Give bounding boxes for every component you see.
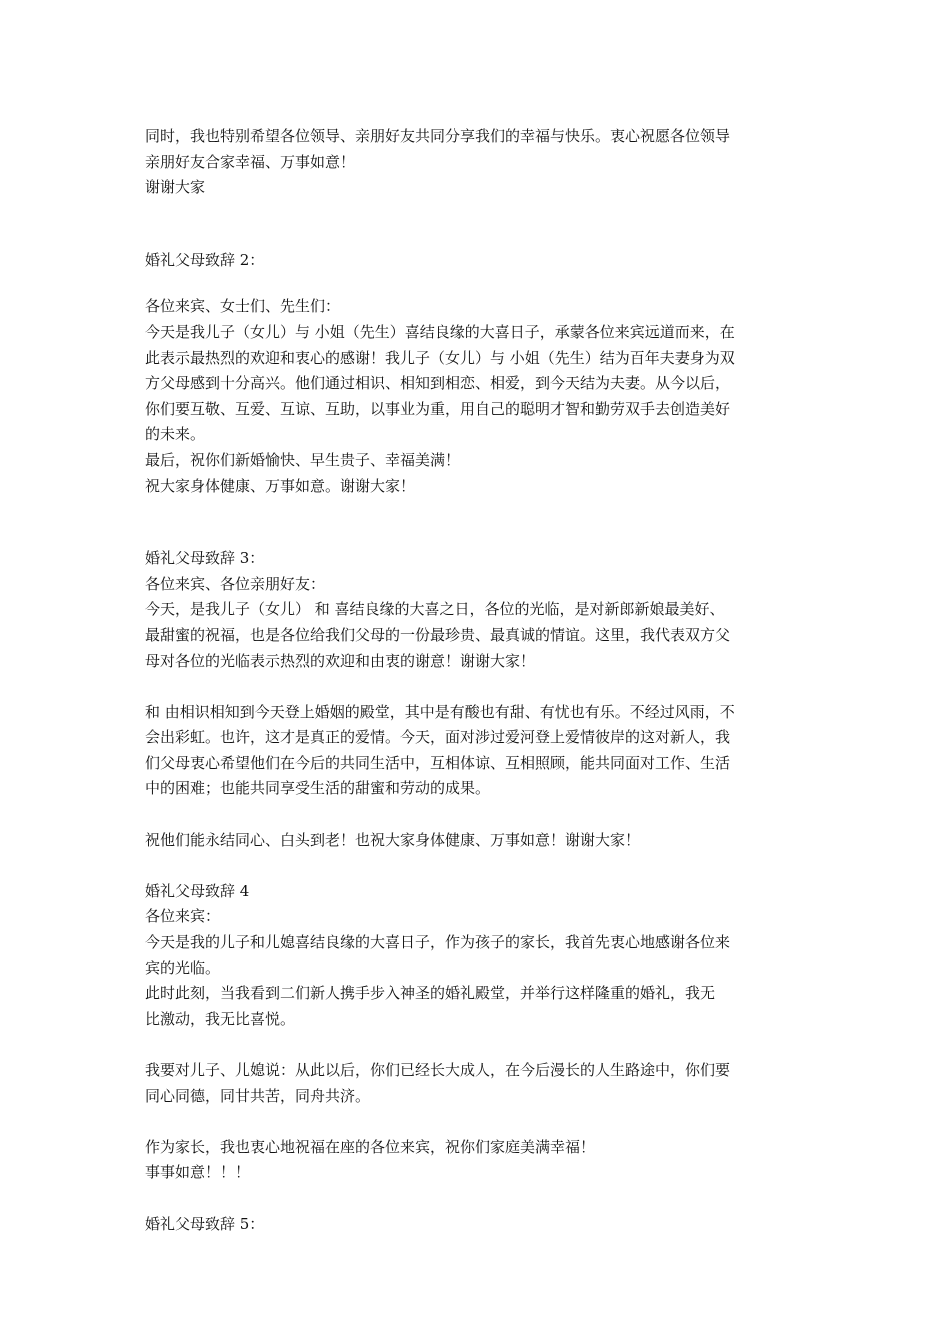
text-line: 作为家长，我也衷心地祝福在座的各位来宾，祝你们家庭美满幸福！ <box>145 1137 596 1156</box>
spacer <box>145 802 813 828</box>
spacer <box>145 499 813 546</box>
text-line: 各位来宾、女士们、先生们： <box>145 297 341 316</box>
text-line: 事事如意！！！ <box>145 1163 251 1182</box>
text-line: 此时此刻，当我看到二们新人携手步入神圣的婚礼殿堂，并举行这样隆重的婚礼，我无 <box>145 984 716 1003</box>
section-heading-5: 婚礼父母致辞 5： <box>145 1214 265 1233</box>
spacer <box>145 201 813 248</box>
text-line: 各位来宾、各位亲朋好友： <box>145 574 326 593</box>
text-line: 我要对儿子、儿媳说：从此以后，你们已经长大成人，在今后漫长的人生路途中，你们要 <box>145 1061 731 1079</box>
text-line: 比激动，我无比喜悦。 <box>145 1009 296 1028</box>
text-line: 此表示最热烈的欢迎和衷心的感谢！我儿子（女儿）与 小姐（先生）结为百年夫妻身为双 <box>145 348 735 367</box>
paragraph-speech-3 <box>145 572 813 674</box>
text-line: 最甜蜜的祝福，也是各位给我们父母的一份最珍贵、最真诚的情谊。这里，我代表双方父 <box>145 625 731 644</box>
text-line: 会出彩虹。也许，这才是真正的爱情。今天，面对涉过爱河登上爱情彼岸的这对新人，我 <box>145 728 731 747</box>
spacer <box>145 1109 813 1135</box>
text-line: 最后，祝你们新婚愉快、早生贵子、幸福美满！ <box>145 450 461 469</box>
paragraph-closing-1 <box>145 124 813 201</box>
spacer <box>145 1032 813 1058</box>
text-line: 宾的光临。 <box>145 958 221 977</box>
paragraph-speech-4b <box>145 1058 813 1109</box>
paragraph-speech-2 <box>145 294 813 499</box>
section-heading-3: 婚礼父母致辞 3： <box>145 549 265 568</box>
paragraph-speech-3b <box>145 700 813 802</box>
section-heading-2: 婚礼父母致辞 2： <box>145 250 265 269</box>
paragraph-speech-4 <box>145 904 813 1032</box>
text-line: 同心同德，同甘共苦，同舟共济。 <box>145 1086 371 1105</box>
text-line: 祝大家身体健康、万事如意。谢谢大家！ <box>145 476 416 495</box>
text-line: 中的困难；也能共同享受生活的甜蜜和劳动的成果。 <box>145 779 491 798</box>
text-line: 谢谢大家 <box>145 178 206 197</box>
text-line: 亲朋好友合家幸福、万事如意！ <box>145 152 356 171</box>
text-line: 你们要互敬、互爱、互谅、互助，以事业为重，用自己的聪明才智和勤劳双手去创造美好 <box>145 399 731 418</box>
paragraph-speech-3c <box>145 828 813 854</box>
text-line: 的未来。 <box>145 425 206 444</box>
document-body <box>145 124 813 1237</box>
text-line: 母对各位的光临表示热烈的欢迎和由衷的谢意！谢谢大家！ <box>145 651 536 670</box>
section-heading-4: 婚礼父母致辞 4 <box>145 881 250 900</box>
text-line: 今天，是我儿子（女儿） 和 喜结良缘的大喜之日，各位的光临，是对新郎新娘最美好、 <box>145 600 725 619</box>
text-line: 方父母感到十分高兴。他们通过相识、相知到相恋、相爱，到今天结为夫妻。从今以后， <box>145 374 731 393</box>
text-line: 今天是我的儿子和儿媳喜结良缘的大喜日子，作为孩子的家长，我首先衷心地感谢各位来 <box>145 933 731 952</box>
text-line: 和 由相识相知到今天登上婚姻的殿堂，其中是有酸也有甜、有忧也有乐。不经过风雨，不 <box>145 702 735 721</box>
text-line: 今天是我儿子（女儿）与 小姐（先生）喜结良缘的大喜日子，承蒙各位来宾远道而来，在 <box>145 322 735 341</box>
spacer <box>145 273 813 294</box>
text-line: 同时，我也特别希望各位领导、亲朋好友共同分享我们的幸福与快乐。衷心祝愿各位领导 <box>145 127 731 145</box>
spacer <box>145 853 813 879</box>
text-line: 祝他们能永结同心、白头到老！也祝大家身体健康、万事如意！谢谢大家！ <box>145 830 641 849</box>
spacer <box>145 674 813 700</box>
paragraph-speech-4c <box>145 1135 813 1186</box>
text-line: 各位来宾： <box>145 907 221 926</box>
text-line: 们父母衷心希望他们在今后的共同生活中，互相体谅、互相照顾，能共同面对工作、生活 <box>145 753 731 772</box>
spacer <box>145 1186 813 1212</box>
